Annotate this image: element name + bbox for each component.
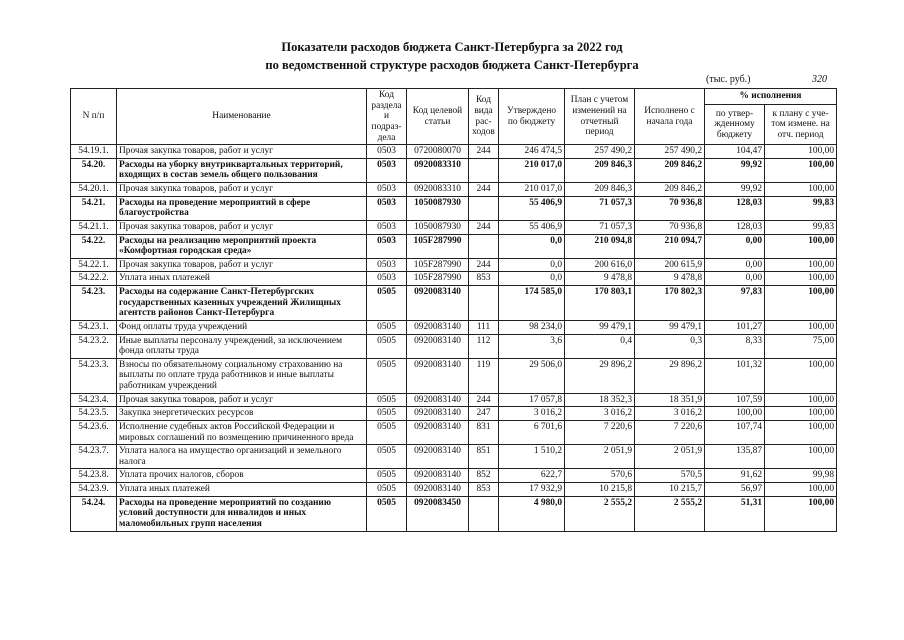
cell-pct-plan: 100,00: [765, 496, 837, 531]
cell-approved: 174 585,0: [499, 286, 565, 321]
cell-section: 0503: [367, 220, 407, 234]
cell-executed: 0,3: [635, 334, 705, 358]
cell-pct-approved: 100,00: [705, 407, 765, 421]
cell-executed: 70 936,8: [635, 196, 705, 220]
cell-pct-approved: 0,00: [705, 272, 765, 286]
cell-approved: 1 510,2: [499, 445, 565, 469]
cell-approved: 6 701,6: [499, 420, 565, 444]
cell-num: 54.21.1.: [71, 220, 117, 234]
cell-section: 0503: [367, 272, 407, 286]
cell-approved: 210 017,0: [499, 158, 565, 182]
table-row: [71, 183, 837, 197]
cell-section: 0503: [367, 196, 407, 220]
cell-type: [469, 286, 499, 321]
cell-target: 105F287990: [407, 272, 469, 286]
cell-type: 831: [469, 420, 499, 444]
col-num-header: N п/п: [71, 89, 117, 145]
cell-type: 244: [469, 220, 499, 234]
cell-pct-plan: 100,00: [765, 234, 837, 258]
cell-section: 0505: [367, 407, 407, 421]
cell-target: 0920083140: [407, 286, 469, 321]
cell-plan: 7 220,6: [565, 420, 635, 444]
cell-plan: 2 555,2: [565, 496, 635, 531]
cell-pct-plan: 99,98: [765, 469, 837, 483]
cell-target: 1050087930: [407, 220, 469, 234]
cell-name: Прочая закупка товаров, работ и услуг: [117, 393, 367, 407]
cell-plan: 210 094,8: [565, 234, 635, 258]
cell-num: 54.23.5.: [71, 407, 117, 421]
units-label: (тыс. руб.): [706, 74, 751, 85]
cell-pct-approved: 101,27: [705, 320, 765, 334]
cell-target: 0720080070: [407, 145, 469, 159]
cell-plan: 209 846,3: [565, 183, 635, 197]
col-section-header: Код раздела и подраз-дела: [367, 89, 407, 145]
cell-pct-plan: 100,00: [765, 358, 837, 393]
cell-target: 0920083310: [407, 158, 469, 182]
cell-approved: 17 057,8: [499, 393, 565, 407]
table-row: [71, 320, 837, 334]
cell-executed: 257 490,2: [635, 145, 705, 159]
cell-pct-approved: 97,83: [705, 286, 765, 321]
cell-pct-plan: 100,00: [765, 183, 837, 197]
cell-pct-plan: 100,00: [765, 258, 837, 272]
cell-executed: 3 016,2: [635, 407, 705, 421]
col-type-header: Код вида рас-ходов: [469, 89, 499, 145]
cell-pct-approved: 51,31: [705, 496, 765, 531]
cell-pct-plan: 100,00: [765, 420, 837, 444]
cell-num: 54.23.4.: [71, 393, 117, 407]
cell-target: 0920083140: [407, 420, 469, 444]
cell-plan: 18 352,3: [565, 393, 635, 407]
table-row: [71, 420, 837, 444]
cell-plan: 0,4: [565, 334, 635, 358]
cell-target: 0920083140: [407, 483, 469, 497]
cell-pct-plan: 100,00: [765, 320, 837, 334]
cell-plan: 29 896,2: [565, 358, 635, 393]
col-pct-plan-header: к плану с уче-том измене. на отч. период: [765, 105, 837, 145]
cell-type: [469, 196, 499, 220]
cell-type: 244: [469, 183, 499, 197]
cell-plan: 9 478,8: [565, 272, 635, 286]
cell-executed: 209 846,2: [635, 158, 705, 182]
cell-type: [469, 158, 499, 182]
col-plan-header: План с учетом изменений на отчетный период: [565, 89, 635, 145]
cell-pct-plan: 99,83: [765, 220, 837, 234]
cell-type: 852: [469, 469, 499, 483]
table-header: [71, 89, 837, 145]
cell-name: Уплата налога на имущество организаций и земельного налога: [117, 445, 367, 469]
cell-executed: 209 846,2: [635, 183, 705, 197]
cell-pct-approved: 0,00: [705, 234, 765, 258]
col-name-header: Наименование: [117, 89, 367, 145]
report-title-line1: Показатели расходов бюджета Санкт-Петербурга за 2022 год: [281, 40, 623, 54]
cell-pct-plan: 100,00: [765, 286, 837, 321]
cell-num: 54.19.1.: [71, 145, 117, 159]
cell-num: 54.23.9.: [71, 483, 117, 497]
cell-target: 0920083140: [407, 469, 469, 483]
cell-type: [469, 496, 499, 531]
cell-approved: 17 932,9: [499, 483, 565, 497]
cell-type: 244: [469, 258, 499, 272]
cell-pct-approved: 128,03: [705, 196, 765, 220]
cell-approved: 98 234,0: [499, 320, 565, 334]
cell-section: 0503: [367, 183, 407, 197]
cell-target: 105F287990: [407, 234, 469, 258]
cell-name: Уплата иных платежей: [117, 483, 367, 497]
cell-num: 54.23.7.: [71, 445, 117, 469]
cell-plan: 71 057,3: [565, 220, 635, 234]
cell-plan: 257 490,2: [565, 145, 635, 159]
page-number: 320: [812, 74, 827, 85]
cell-pct-plan: 100,00: [765, 407, 837, 421]
cell-executed: 18 351,9: [635, 393, 705, 407]
cell-plan: 71 057,3: [565, 196, 635, 220]
cell-pct-approved: 107,59: [705, 393, 765, 407]
cell-approved: 0,0: [499, 234, 565, 258]
col-approved-header: Утверждено по бюджету: [499, 89, 565, 145]
cell-target: 105F287990: [407, 258, 469, 272]
cell-name: Фонд оплаты труда учреждений: [117, 320, 367, 334]
cell-pct-plan: 75,00: [765, 334, 837, 358]
cell-plan: 10 215,8: [565, 483, 635, 497]
cell-approved: 210 017,0: [499, 183, 565, 197]
cell-type: [469, 234, 499, 258]
cell-type: 111: [469, 320, 499, 334]
cell-target: 0920083140: [407, 445, 469, 469]
cell-pct-plan: 100,00: [765, 393, 837, 407]
cell-pct-approved: 128,03: [705, 220, 765, 234]
table-row: [71, 145, 837, 159]
table-row: [71, 158, 837, 182]
cell-approved: 0,0: [499, 258, 565, 272]
cell-executed: 2 555,2: [635, 496, 705, 531]
cell-target: 0920083140: [407, 320, 469, 334]
table-row: [71, 272, 837, 286]
cell-executed: 70 936,8: [635, 220, 705, 234]
cell-executed: 2 051,9: [635, 445, 705, 469]
cell-num: 54.20.1.: [71, 183, 117, 197]
cell-approved: 3,6: [499, 334, 565, 358]
cell-num: 54.23.6.: [71, 420, 117, 444]
cell-section: 0505: [367, 393, 407, 407]
cell-approved: 622,7: [499, 469, 565, 483]
cell-name: Прочая закупка товаров, работ и услуг: [117, 145, 367, 159]
cell-num: 54.23.2.: [71, 334, 117, 358]
cell-pct-plan: 99,83: [765, 196, 837, 220]
cell-approved: 246 474,5: [499, 145, 565, 159]
cell-pct-approved: 99,92: [705, 158, 765, 182]
cell-target: 0920083140: [407, 334, 469, 358]
cell-pct-approved: 104,47: [705, 145, 765, 159]
cell-executed: 170 802,3: [635, 286, 705, 321]
cell-name: Уплата иных платежей: [117, 272, 367, 286]
table-row: [71, 334, 837, 358]
cell-executed: 9 478,8: [635, 272, 705, 286]
cell-approved: 4 980,0: [499, 496, 565, 531]
cell-name: Расходы на содержание Санкт-Петербургских государственных казенных учреждений Жилищных агентств районов Санкт-Петербурга: [117, 286, 367, 321]
cell-num: 54.21.: [71, 196, 117, 220]
cell-section: 0505: [367, 334, 407, 358]
cell-name: Прочая закупка товаров, работ и услуг: [117, 183, 367, 197]
cell-executed: 210 094,7: [635, 234, 705, 258]
cell-num: 54.22.2.: [71, 272, 117, 286]
cell-pct-approved: 8,33: [705, 334, 765, 358]
cell-plan: 170 803,1: [565, 286, 635, 321]
cell-plan: 209 846,3: [565, 158, 635, 182]
cell-num: 54.22.1.: [71, 258, 117, 272]
table-row: [71, 234, 837, 258]
cell-pct-approved: 56,97: [705, 483, 765, 497]
cell-num: 54.24.: [71, 496, 117, 531]
cell-approved: 29 506,0: [499, 358, 565, 393]
cell-pct-plan: 100,00: [765, 445, 837, 469]
cell-name: Прочая закупка товаров, работ и услуг: [117, 258, 367, 272]
cell-name: Прочая закупка товаров, работ и услуг: [117, 220, 367, 234]
cell-type: 112: [469, 334, 499, 358]
cell-name: Расходы на реализацию мероприятий проекта «Комфортная городская среда»: [117, 234, 367, 258]
cell-target: 1050087930: [407, 196, 469, 220]
cell-approved: 3 016,2: [499, 407, 565, 421]
cell-pct-approved: 107,74: [705, 420, 765, 444]
cell-target: 0920083450: [407, 496, 469, 531]
cell-type: 851: [469, 445, 499, 469]
cell-executed: 99 479,1: [635, 320, 705, 334]
cell-pct-approved: 91,62: [705, 469, 765, 483]
cell-type: 247: [469, 407, 499, 421]
cell-type: 853: [469, 483, 499, 497]
cell-num: 54.22.: [71, 234, 117, 258]
cell-name: Уплата прочих налогов, сборов: [117, 469, 367, 483]
cell-section: 0505: [367, 320, 407, 334]
cell-section: 0505: [367, 445, 407, 469]
col-pct-approved-header: по утвер-жденному бюджету: [705, 105, 765, 145]
table-row: [71, 220, 837, 234]
cell-section: 0505: [367, 420, 407, 444]
cell-executed: 570,5: [635, 469, 705, 483]
table-row: [71, 445, 837, 469]
table-row: [71, 483, 837, 497]
cell-section: 0503: [367, 234, 407, 258]
col-executed-header: Исполнено с начала года: [635, 89, 705, 145]
cell-name: Исполнение судебных актов Российской Федерации и мировых соглашений по возмещению причиненного вреда: [117, 420, 367, 444]
cell-section: 0503: [367, 158, 407, 182]
report-title-line2: по ведомственной структуре расходов бюджета Санкт-Петербурга: [265, 58, 639, 72]
table-body: [71, 145, 837, 531]
cell-plan: 3 016,2: [565, 407, 635, 421]
cell-section: 0505: [367, 469, 407, 483]
cell-name: Расходы на проведение мероприятий в сфере благоустройства: [117, 196, 367, 220]
col-target-header: Код целевой статьи: [407, 89, 469, 145]
cell-section: 0505: [367, 286, 407, 321]
cell-pct-plan: 100,00: [765, 272, 837, 286]
cell-num: 54.23.8.: [71, 469, 117, 483]
table-row: [71, 358, 837, 393]
cell-name: Взносы по обязательному социальному страхованию на выплаты по оплате труда работников и иные выплаты работникам учреждений: [117, 358, 367, 393]
table-row: [71, 407, 837, 421]
cell-pct-approved: 99,92: [705, 183, 765, 197]
col-percent-group-header: % исполнения: [705, 89, 837, 105]
cell-pct-approved: 135,87: [705, 445, 765, 469]
cell-num: 54.23.3.: [71, 358, 117, 393]
cell-target: 0920083140: [407, 358, 469, 393]
cell-pct-plan: 100,00: [765, 483, 837, 497]
cell-num: 54.20.: [71, 158, 117, 182]
budget-table: [70, 88, 837, 532]
cell-pct-approved: 101,32: [705, 358, 765, 393]
cell-section: 0505: [367, 483, 407, 497]
table-row: [71, 496, 837, 531]
cell-approved: 55 406,9: [499, 220, 565, 234]
cell-pct-plan: 100,00: [765, 145, 837, 159]
cell-target: 0920083310: [407, 183, 469, 197]
cell-type: 853: [469, 272, 499, 286]
cell-name: Закупка энергетических ресурсов: [117, 407, 367, 421]
cell-section: 0503: [367, 145, 407, 159]
cell-approved: 0,0: [499, 272, 565, 286]
cell-name: Расходы на проведение мероприятий по созданию условий доступности для инвалидов и иных маломобильных групп населения: [117, 496, 367, 531]
table-row: [71, 393, 837, 407]
cell-name: Расходы на уборку внутриквартальных территорий, входящих в состав земель общего пользования: [117, 158, 367, 182]
cell-approved: 55 406,9: [499, 196, 565, 220]
cell-name: Иные выплаты персоналу учреждений, за исключением фонда оплаты труда: [117, 334, 367, 358]
table-row: [71, 469, 837, 483]
cell-section: 0505: [367, 358, 407, 393]
cell-type: 244: [469, 145, 499, 159]
cell-target: 0920083140: [407, 407, 469, 421]
cell-num: 54.23.1.: [71, 320, 117, 334]
cell-pct-plan: 100,00: [765, 158, 837, 182]
cell-type: 119: [469, 358, 499, 393]
cell-plan: 570,6: [565, 469, 635, 483]
cell-plan: 200 616,0: [565, 258, 635, 272]
cell-executed: 7 220,6: [635, 420, 705, 444]
cell-section: 0503: [367, 258, 407, 272]
table-row: [71, 286, 837, 321]
cell-plan: 99 479,1: [565, 320, 635, 334]
table-row: [71, 258, 837, 272]
cell-num: 54.23.: [71, 286, 117, 321]
cell-executed: 29 896,2: [635, 358, 705, 393]
cell-section: 0505: [367, 496, 407, 531]
cell-target: 0920083140: [407, 393, 469, 407]
cell-plan: 2 051,9: [565, 445, 635, 469]
cell-type: 244: [469, 393, 499, 407]
table-row: [71, 196, 837, 220]
cell-executed: 200 615,9: [635, 258, 705, 272]
cell-pct-approved: 0,00: [705, 258, 765, 272]
cell-executed: 10 215,7: [635, 483, 705, 497]
